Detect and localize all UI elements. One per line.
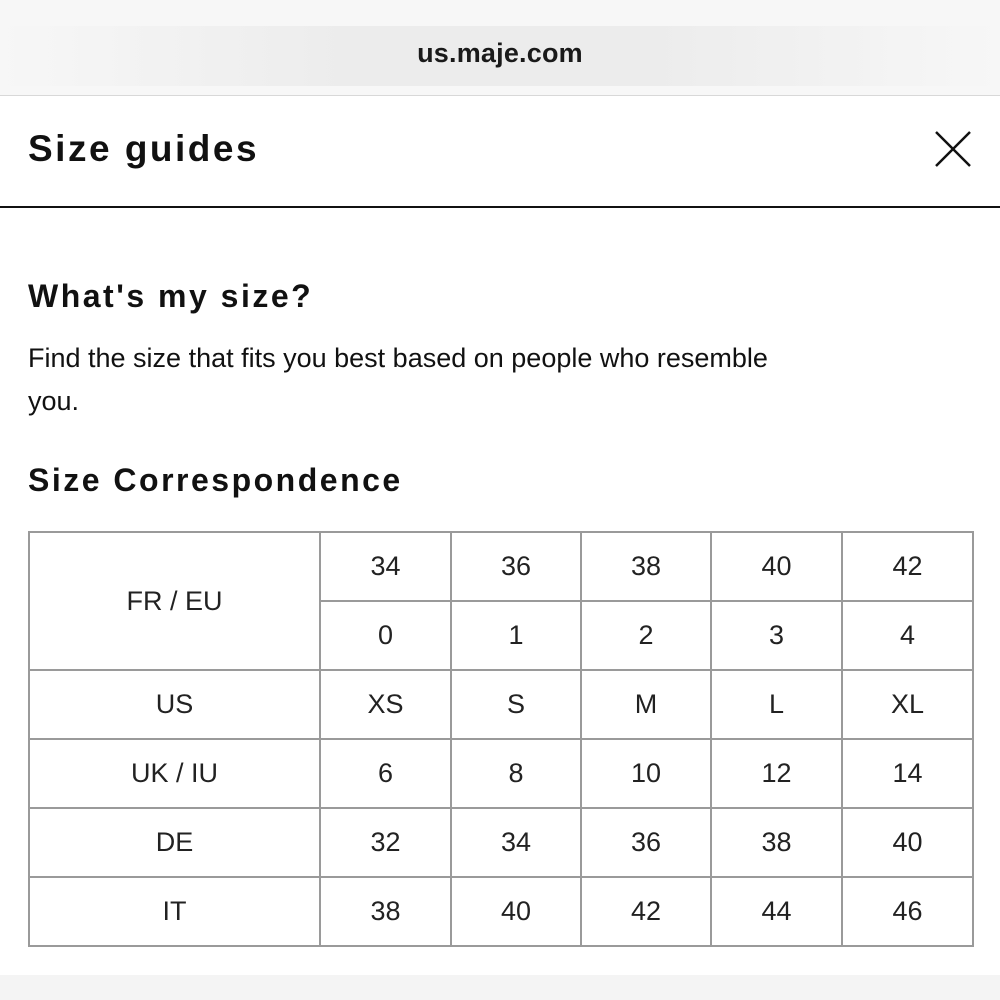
table-cell: 38 [581, 532, 711, 601]
modal-title: Size guides [28, 128, 260, 169]
table-cell: 40 [711, 532, 842, 601]
table-cell: 36 [581, 808, 711, 877]
table-cell: 40 [842, 808, 973, 877]
table-row-us [29, 670, 973, 739]
table-cell: 34 [451, 808, 581, 877]
table-cell: 14 [842, 739, 973, 808]
table-row-uk-iu [29, 739, 973, 808]
table-cell: XL [842, 670, 973, 739]
table-row-it [29, 877, 973, 946]
table-cell: 44 [711, 877, 842, 946]
table-cell: 1 [451, 601, 581, 670]
table-cell: 12 [711, 739, 842, 808]
table-cell: 34 [320, 532, 451, 601]
table-cell: S [451, 670, 581, 739]
table-cell: XS [320, 670, 451, 739]
url-text[interactable]: us.maje.com [417, 38, 583, 68]
table-cell: 0 [320, 601, 451, 670]
table-cell: 3 [711, 601, 842, 670]
table-cell: 40 [451, 877, 581, 946]
modal-header [0, 96, 1000, 208]
close-button[interactable] [928, 124, 976, 172]
bottom-scroll-area [0, 975, 1000, 1000]
table-cell: 36 [451, 532, 581, 601]
table-cell: 10 [581, 739, 711, 808]
table-cell: 2 [581, 601, 711, 670]
table-cell: 46 [842, 877, 973, 946]
table-cell: 42 [842, 532, 973, 601]
table-row-fr-eu [29, 532, 973, 601]
close-icon [928, 124, 976, 172]
row-label-de: DE [29, 808, 320, 877]
table-cell: 8 [451, 739, 581, 808]
whats-my-size-description: Find the size that fits you best based on people who resemble you. [28, 343, 768, 416]
whats-my-size-heading: What's my size? [28, 278, 314, 314]
table-cell: 4 [842, 601, 973, 670]
row-label-fr-eu: FR / EU [29, 532, 320, 670]
table-cell: 6 [320, 739, 451, 808]
row-label-uk-iu: UK / IU [29, 739, 320, 808]
table-cell: L [711, 670, 842, 739]
table-row-de [29, 808, 973, 877]
size-correspondence-table [28, 531, 974, 947]
size-correspondence-heading: Size Correspondence [28, 462, 403, 498]
table-cell: M [581, 670, 711, 739]
table-cell: 32 [320, 808, 451, 877]
row-label-it: IT [29, 877, 320, 946]
table-cell: 38 [711, 808, 842, 877]
table-cell: 42 [581, 877, 711, 946]
table-cell: 38 [320, 877, 451, 946]
browser-url-bar[interactable] [0, 0, 1000, 96]
row-label-us: US [29, 670, 320, 739]
